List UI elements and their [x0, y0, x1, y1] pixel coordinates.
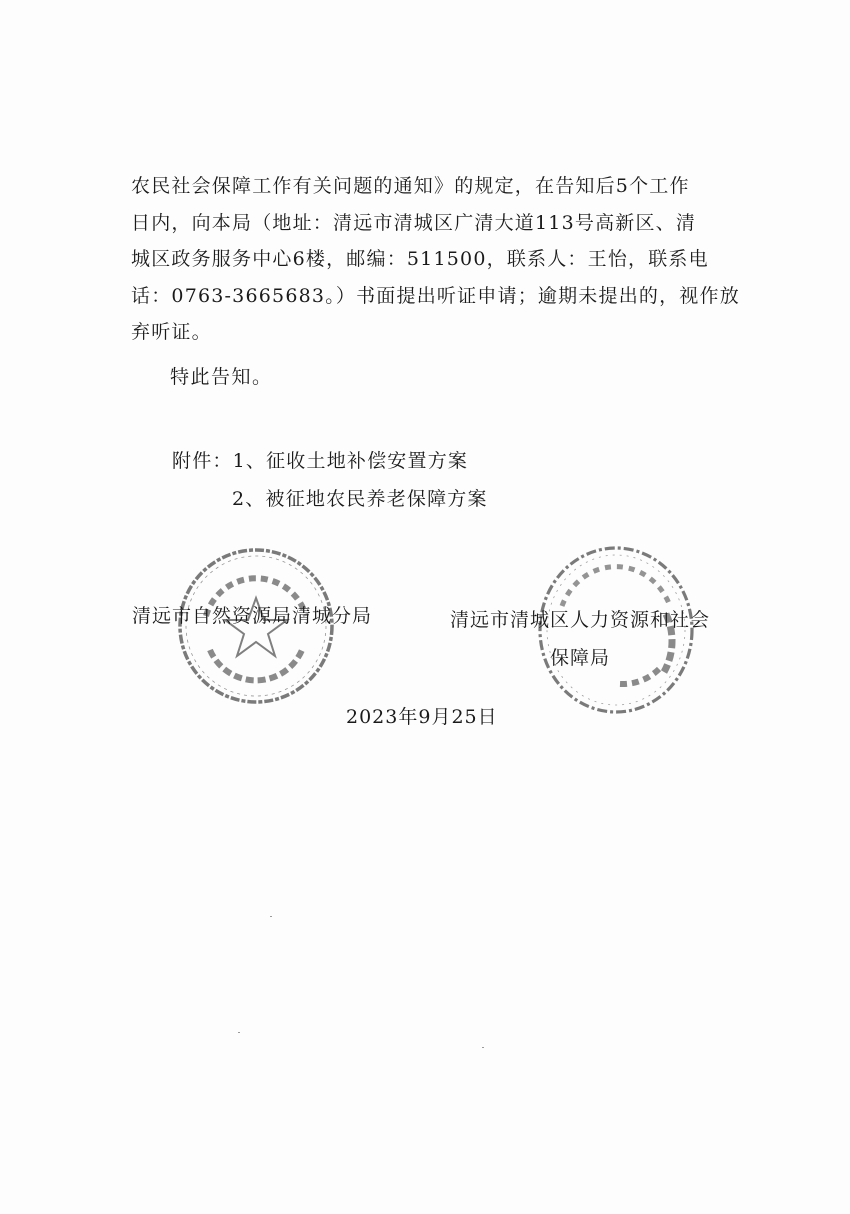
body-line: 日内，向本局（地址：清远市清城区广清大道113号高新区、清: [131, 211, 697, 234]
scan-speck: [238, 1032, 240, 1033]
body-paragraph: [131, 168, 740, 351]
signatory-left: 清远市自然资源局清城分局: [132, 605, 373, 627]
body-line: 话：0763-3665683。）书面提出听证申请；逾期未提出的，视作放: [131, 284, 740, 307]
attachment-item: 1、征收土地补偿安置方案: [232, 450, 469, 472]
signatory-right-line: 清远市清城区人力资源和社会: [449, 609, 710, 631]
scan-speck: [482, 1047, 484, 1048]
body-line: 城区政务服务中心6楼，邮编：511500，联系人：王怡，联系电: [131, 248, 709, 270]
body-line: 弃听证。: [131, 321, 212, 343]
attachment-item: 2、被征地农民养老保障方案: [232, 488, 488, 510]
attachments-block: [172, 446, 488, 522]
closing-notice: 特此告知。: [170, 366, 273, 388]
signatory-right-line: 保障局: [549, 647, 610, 669]
document-date: 2023年9月25日: [346, 706, 498, 728]
body-line: 农民社会保障工作有关问题的通知》的规定，在告知后5个工作: [131, 175, 690, 197]
attachment-row-2: [172, 484, 488, 522]
signatory-right: [430, 601, 730, 677]
scan-speck: [270, 916, 272, 917]
attachments-label: 附件：: [172, 450, 233, 472]
attachment-row-1: [172, 446, 488, 484]
